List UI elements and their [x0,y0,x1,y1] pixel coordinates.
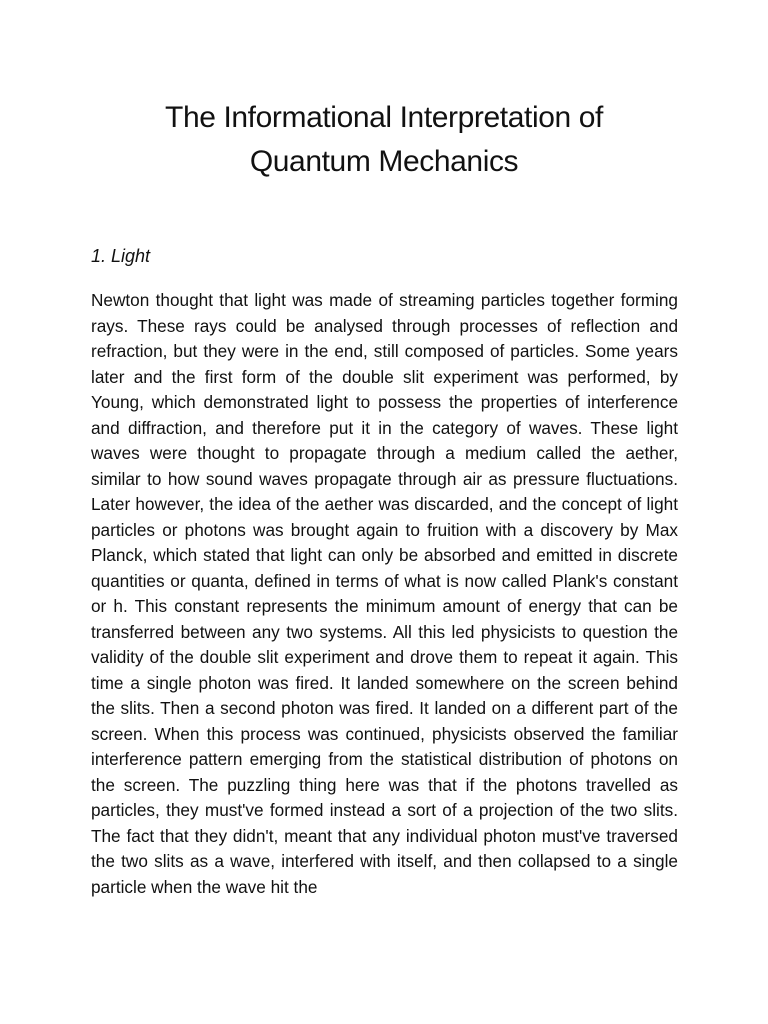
title-line-2: Quantum Mechanics [249,145,519,178]
section-heading: 1. Light [91,246,151,266]
title-line-1: The Informational Interpretation of [165,101,603,134]
body-paragraph: Newton thought that light was made of streaming particles together forming rays. These rays could be analysed through processes of reflection and refraction, but they were in the end, still composed of particles. Some years later and the first form of the double slit experiment was performed, by Young, which demonstrated light to possess the properties of interference and diffraction, and therefore put it in the category of waves. These light waves were thought to propagate through a medium called the aether, similar to how sound waves propagate through air as pressure fluctuations. Later however, the idea of the aether was discarded, and the concept of light particles or photons was brought again to fruition with a discovery by Max Planck, which stated that light can only be absorbed and emitted in discrete quantities or quanta, defined in terms of what is now called Plank's constant or h. This constant represents the minimum amount of energy that can be transferred between any two systems. All this led physicists to question the validity of the double slit experiment and drove them to repeat it again. This time a single photon was fired. It landed somewhere on the screen behind the slits. Then a second photon was fired. It landed on a different part of the screen. When this process was continued, physicists observed the familiar interference pattern emerging from the statistical distribution of photons on the screen. The puzzling thing here was that if the photons travelled as particles, they must've formed instead a sort of a projection of the two slits. The fact that they didn't, meant that any individual photon must've traversed the two slits as a wave, interfered with itself, and then collapsed to a single particle when the wave hit the [91,290,678,897]
document-title [60,96,708,184]
